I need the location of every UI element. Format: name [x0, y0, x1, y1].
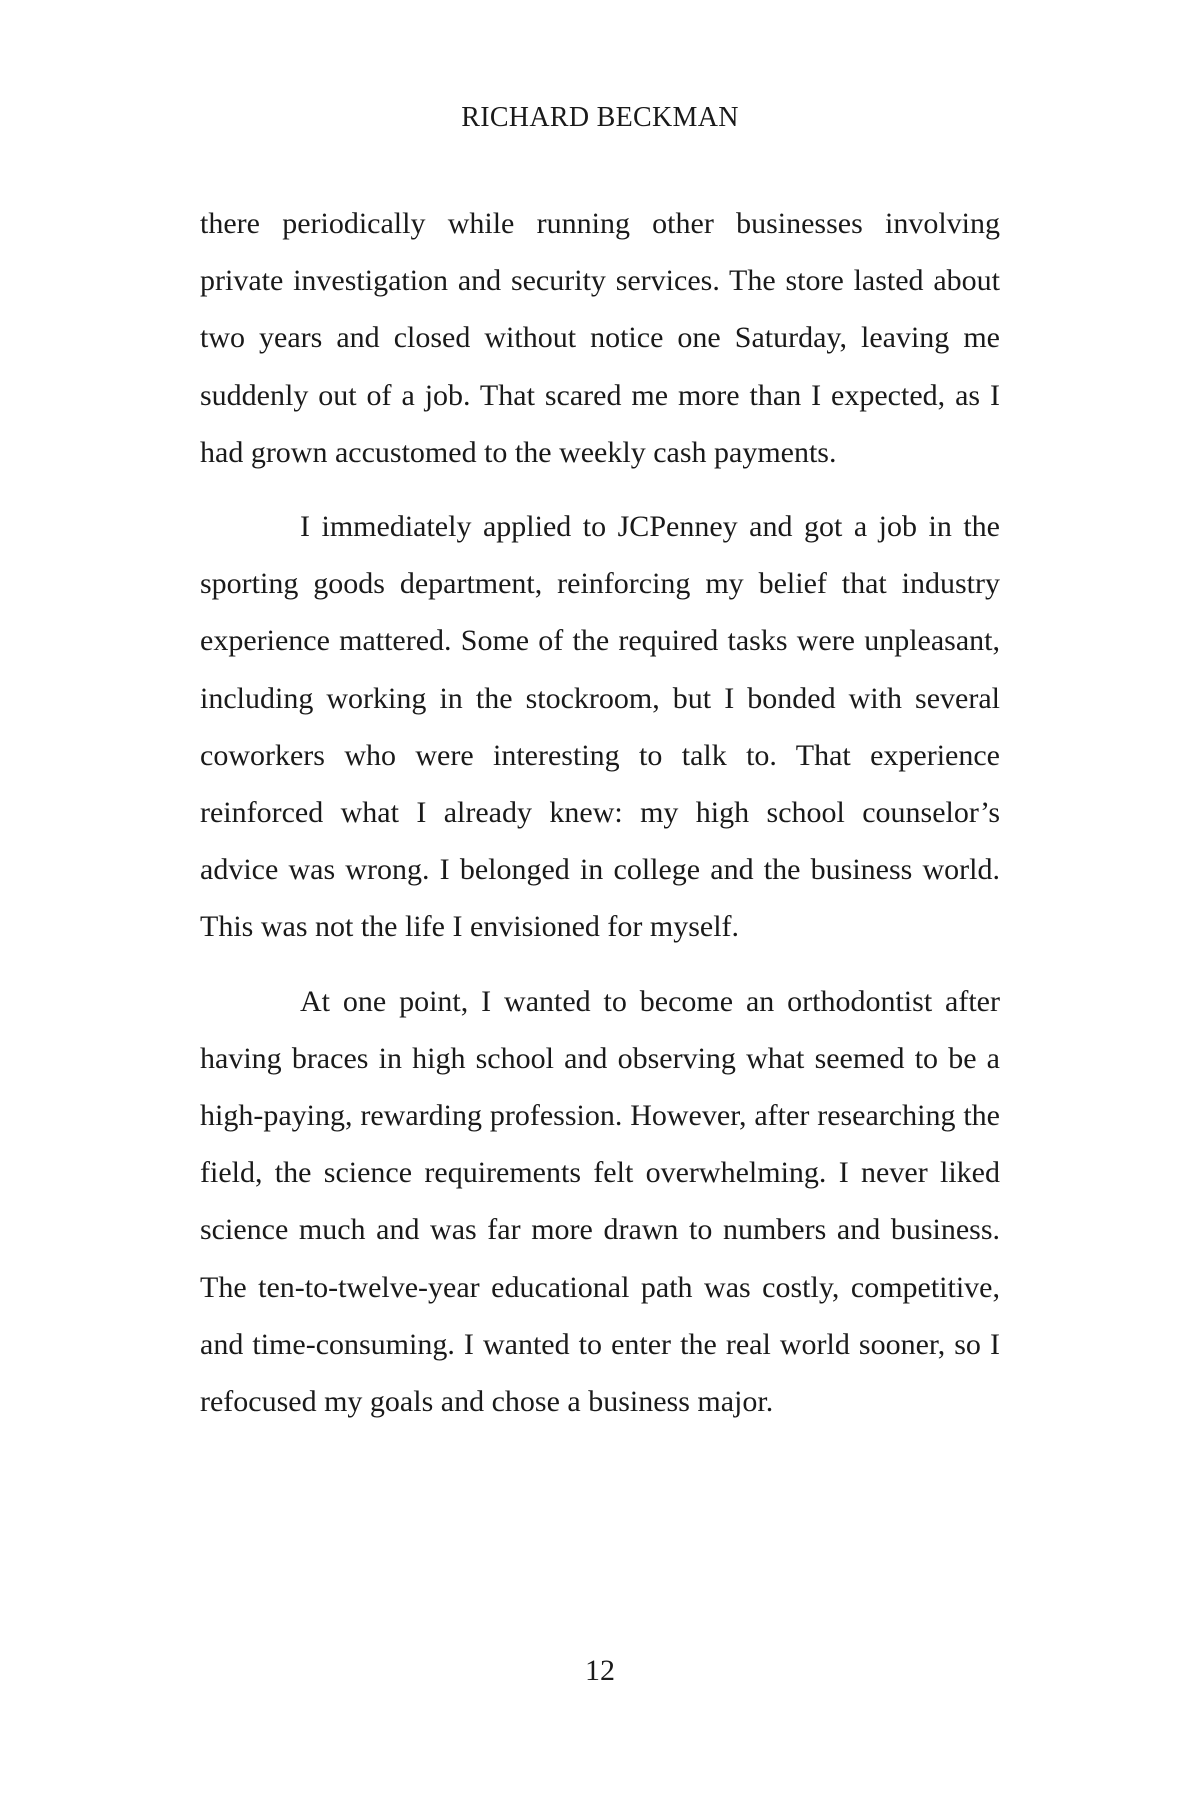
running-head: RICHARD BECKMAN: [461, 102, 739, 133]
body-text: [200, 195, 1000, 1430]
paragraph-continued: there periodically while running other businesses involving private investigation and security services. The store lasted about two years and closed without notice one Saturday, leaving me suddenly out of a job. That scared me more than I expected, as I had grown accustomed to the weekly cash payments.: [200, 207, 1000, 469]
paragraph-jcpenney: I immediately applied to JCPenney and got a job in the sporting goods department, reinforcing my belief that industry experience mattered. Some of the required tasks were unpleasant, including working in the stockroom, but I bonded with several coworkers who were interesting to talk to. That experience reinforced what I already knew: my high school counselor’s advice was wrong. I belonged in college and the business world. This was not the life I envisioned for myself.: [200, 510, 1000, 944]
page-number: 12: [585, 1654, 615, 1687]
paragraph-orthodontist: At one point, I wanted to become an orthodontist after having braces in high school and observing what seemed to be a high-paying, rewarding profession. However, after researching the field, the science requirements felt overwhelming. I never liked science much and was far more drawn to numbers and business. The ten-to-twelve-year educational path was costly, competitive, and time-consuming. I wanted to enter the real world sooner, so I refocused my goals and chose a business major.: [200, 984, 1000, 1419]
